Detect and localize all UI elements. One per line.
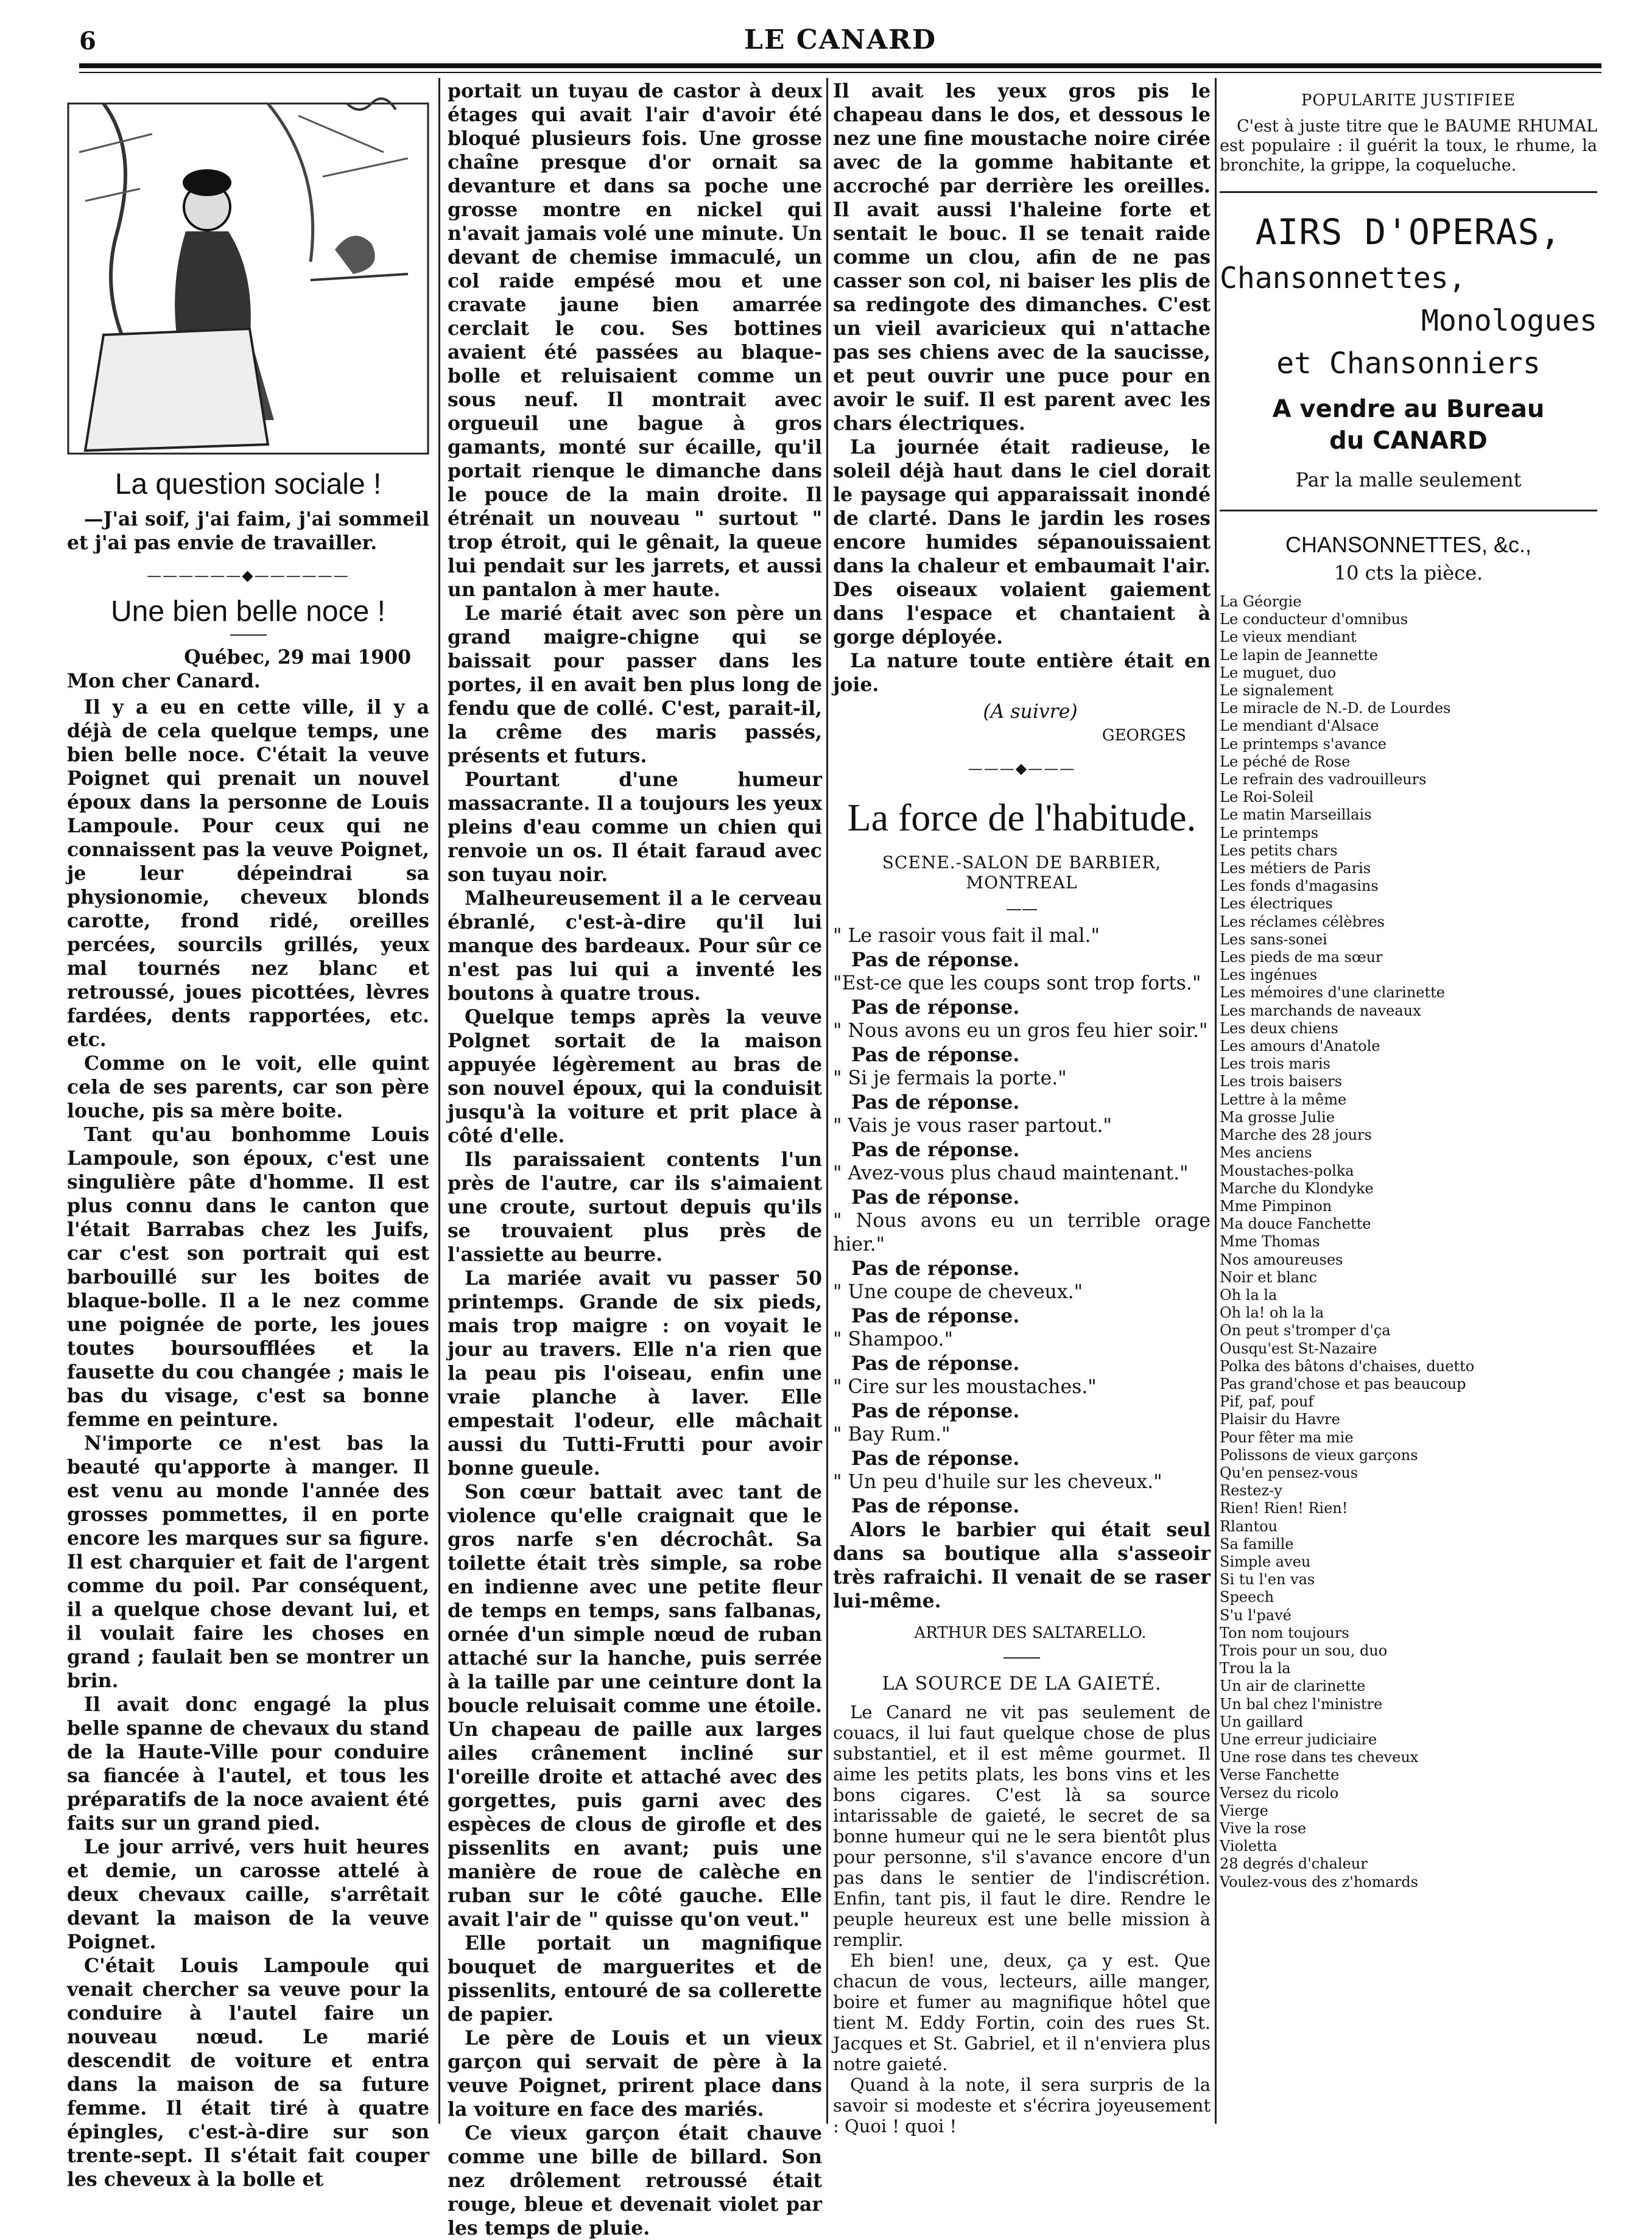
song-list-item: Simple aveu xyxy=(1220,1553,1311,1570)
song-list-item: Les électriques xyxy=(1220,895,1333,913)
song-list-item: Lettre à la même xyxy=(1220,1090,1347,1108)
ad-line: Chansonnettes, xyxy=(1220,261,1466,295)
dialogue-question: " Shampoo." xyxy=(833,1329,954,1350)
dialogue-question: " Le rasoir vous fait il mal." xyxy=(833,925,1100,947)
cartoon-illustration xyxy=(67,79,429,457)
header-rule-thick xyxy=(79,63,1601,68)
article-paragraph: La mariée avait vu passer 50 printemps. Grande de six pieds, mais trop maigre : on voyait le jour au travers. Elle n'a rien que la peau pis l'oiseau, enfin une vraie planche à laver. Elle empestait l'odeur, elle mâchait aussi du Tutti-Frutti pour avoir bonne gueule. xyxy=(448,1267,822,1480)
song-list-item: Ton nom toujours xyxy=(1220,1624,1349,1641)
song-list-item: Les fonds d'magasins xyxy=(1220,877,1379,895)
song-list-item: On peut s'tromper d'ça xyxy=(1220,1322,1391,1339)
column-divider-3 xyxy=(1215,78,1217,2124)
dialogue-question: " Un peu d'huile sur les cheveux." xyxy=(833,1471,1162,1493)
song-list-item: Qu'en pensez-vous xyxy=(1220,1464,1359,1481)
salutation: Mon cher Canard. xyxy=(67,670,261,692)
song-list-item: Les deux chiens xyxy=(1220,1019,1338,1037)
song-list-item: 28 degrés d'chaleur xyxy=(1220,1855,1368,1873)
dialogue-question: " Nous avons eu un terrible orage hier." xyxy=(833,1210,1211,1255)
dialogue-reply: Pas de réponse. xyxy=(851,1400,1020,1422)
song-list-item: Les petits chars xyxy=(1220,841,1338,859)
song-list-item: Le Roi-Soleil xyxy=(1220,788,1314,806)
song-list-item: Rlantou xyxy=(1220,1517,1278,1535)
song-list xyxy=(1220,593,1597,1891)
song-list-item: Marche des 28 jours xyxy=(1220,1126,1372,1144)
song-list-item: S'u l'pavé xyxy=(1220,1606,1292,1624)
headline-source-gaiete: LA SOURCE DE LA GAIETÉ. xyxy=(882,1673,1162,1694)
song-list-item: Mes anciens xyxy=(1220,1144,1312,1162)
ad-baume-text: C'est à juste titre que le BAUME RHUMAL est populaire : il guérit la toux, le rhume, la bronchite, la grippe, la coqueluche. xyxy=(1220,117,1597,175)
headline-belle-noce: Une bien belle noce ! xyxy=(111,595,385,628)
article-paragraph: Son cœur battait avec tant de violence qu'elle craignait que le gros narfe s'en décrochât. Sa toilette était très simple, sa robe en indienne avec une petite fleur de temps en temps, sans falbanas, ornée d'un simple nœud de ruban attaché sur la hanche, puis serrée à la taille par une ceinture dont la boucle reluisait comme une étoile. Un chapeau de paille aux larges ailes crânement incliné sur l'oreille droite et attaché avec des gorgettes, puis garni avec des espèces de clous de girofle et des pissenlits en avant; puis une manière de roue de calèche en ruban sur le côté gauche. Elle avait l'air de " quisse qu'on veut." xyxy=(448,1481,822,1931)
article-paragraph: Le marié était avec son père un grand maigre-chigne qui se baissait pour passer dans les portes, il en avait ben plus long de fendu que de collé. C'est, parait-il, la crême des maris passés, présents et futurs. xyxy=(448,602,822,767)
column-1 xyxy=(67,79,429,2191)
column-divider-1 xyxy=(438,78,440,2124)
cartoon-caption: —J'ai soif, j'ai faim, j'ai sommeil et j'ai pas envie de travailler. xyxy=(67,508,429,554)
song-list-item: Moustaches-polka xyxy=(1220,1162,1354,1179)
song-list-item: Le vieux mendiant xyxy=(1220,628,1357,646)
song-list-item: Le refrain des vadrouilleurs xyxy=(1220,771,1427,788)
dialogue-question: " Vais je vous raser partout." xyxy=(833,1115,1112,1137)
song-list-item: Verse Fanchette xyxy=(1220,1766,1340,1784)
separator-ornament: ———◆——— xyxy=(968,760,1076,777)
song-list-item: Versez du ricolo xyxy=(1220,1784,1339,1802)
song-list-item: Le signalement xyxy=(1220,682,1334,700)
column-2 xyxy=(448,79,822,2240)
article-paragraph: Le jour arrivé, vers huit heures et demie, un carosse attelé à deux chevaux caille, s'arrêtait devant la maison de la veuve Poignet. xyxy=(67,1836,429,1953)
dialogue-closing: Alors le barbier qui était seul dans sa boutique alla s'asseoir très rafraichi. Il venait de se raser lui-même. xyxy=(833,1518,1211,1612)
song-list-item: Un air de clarinette xyxy=(1220,1677,1366,1695)
song-list-item: Le lapin de Jeannette xyxy=(1220,646,1378,664)
dialogue-reply: Pas de réponse. xyxy=(851,1352,1020,1375)
source-gaiete-article xyxy=(833,1702,1211,2136)
song-list-item: Noir et blanc xyxy=(1220,1268,1317,1286)
article-paragraph: portait un tuyau de castor à deux étages qui avait l'air d'avoir été bloqué plusieurs fois. Une grosse chaîne presque d'or ornait sa devanture et dans sa poche une grosse montre en nickel qui n'avait jamais volé une minute. Un devant de chemise immaculé, un col raide empésé mou et une cravate jaune bien amarrée cerclait le cou. Ses bottines avaient été passées au blaque-bolle et reluisaient comme un sous neuf. Il montrait avec orgueuil une bague à gros gamants, monté sur écaille, qu'il portait rienque le dimanche dans le pouce de la main droite. Il étrénait un nouveau " surtout " trop étroit, qui le gênait, la queue lui pendait sur les jarrets, et aussi un pantalon à mer haute. xyxy=(448,80,822,601)
article-paragraph: Ils paraissaient contents l'un près de l'autre, car ils s'aimaient une croute, surtout depuis qu'ils se trouvaient plus près de l'assiette au beurre. xyxy=(448,1148,822,1266)
dialogue-question: " Si je fermais la porte." xyxy=(833,1067,1067,1089)
song-list-item: Les trois baisers xyxy=(1220,1073,1342,1090)
song-list-item: Sa famille xyxy=(1220,1535,1294,1553)
song-list-item: Le matin Marseillais xyxy=(1220,806,1372,824)
dialogue-reply: Pas de réponse. xyxy=(851,1091,1020,1114)
article-paragraph: Pourtant d'une humeur massacrante. Il a toujours les yeux pleins d'eau comme un chien qui renvoie un os. Il était faraud avec son tuyau noir. xyxy=(448,768,822,886)
scene-line: SCENE.-SALON DE BARBIER, MONTREAL xyxy=(882,852,1162,893)
song-list-item: Trois pour un sou, duo xyxy=(1220,1641,1388,1659)
ad-line: du CANARD xyxy=(1329,427,1488,455)
song-list-item: Le printemps s'avance xyxy=(1220,735,1387,753)
song-list-item: Rien! Rien! Rien! xyxy=(1220,1500,1348,1517)
song-list-item: Vierge xyxy=(1220,1802,1268,1819)
dialogue-reply: Pas de réponse. xyxy=(851,949,1020,971)
column-4 xyxy=(1220,79,1597,1891)
dialogue-reply: Pas de réponse. xyxy=(851,1495,1020,1517)
song-list-item: Les métiers de Paris xyxy=(1220,860,1371,877)
dialogue-reply: Pas de réponse. xyxy=(851,1447,1020,1470)
song-list-item: Les trois maris xyxy=(1220,1055,1330,1073)
song-list-item: Le muguet, duo xyxy=(1220,664,1337,681)
song-list-item: Les pieds de ma sœur xyxy=(1220,949,1383,966)
song-list-item: Les mémoires d'une clarinette xyxy=(1220,984,1445,1002)
dialogue-question: " Cire sur les moustaches." xyxy=(833,1376,1097,1398)
ad-line: Par la malle seulement xyxy=(1295,468,1522,491)
song-list-item: Violetta xyxy=(1220,1838,1278,1855)
song-list-item: Ma grosse Julie xyxy=(1220,1108,1335,1126)
song-list-item: Mme Pimpinon xyxy=(1220,1197,1332,1215)
song-list-item: Mme Thomas xyxy=(1220,1233,1320,1251)
dateline: Québec, 29 mai 1900 xyxy=(184,646,411,669)
song-list-item: Voulez-vous des z'homards xyxy=(1220,1873,1418,1891)
dialogue-reply: Pas de réponse. xyxy=(851,1305,1020,1327)
song-list-item: Polka des bâtons d'chaises, duetto xyxy=(1220,1357,1475,1375)
song-list-item: Les réclames célèbres xyxy=(1220,913,1385,930)
article-paragraph: C'était Louis Lampoule qui venait chercher sa veuve pour la conduire à l'autel faire un nouveau nœud. Le marié descendit de voiture et entra dans la maison de sa future femme. Il était tiré à quatre épingles, c'est-à-dire sur son trente-sept. Il s'était fait couper les cheveux à la bolle et xyxy=(67,1954,429,2191)
article-paragraph: Ce vieux garçon était chauve comme une bille de billard. Son nez drôlement retroussé était rouge, bleue et devenait violet par les temps de pluie. xyxy=(448,2122,822,2239)
song-list-item: Ma douce Fanchette xyxy=(1220,1215,1371,1233)
song-list-title: CHANSONNETTES, &c., xyxy=(1285,532,1532,557)
song-list-item: Les amours d'Anatole xyxy=(1220,1037,1380,1055)
song-list-item: Marche du Klondyke xyxy=(1220,1179,1374,1197)
header-rule-thin xyxy=(79,72,1601,73)
dialogue-question: " Nous avons eu un gros feu hier soir." xyxy=(833,1020,1208,1042)
song-list-item: Pas grand'chose et pas beaucoup xyxy=(1220,1375,1466,1392)
song-list-item: Speech xyxy=(1220,1589,1274,1606)
to-be-continued: (A suivre) xyxy=(983,701,1078,723)
dialogue-question: " Avez-vous plus chaud maintenant." xyxy=(833,1162,1189,1184)
article-paragraph: Quand à la note, il sera surpris de la savoir si modeste et s'écrira joyeusement : Quoi ! quoi ! xyxy=(833,2074,1211,2136)
ad-line: AIRS D'OPERAS, xyxy=(1255,211,1562,253)
song-list-item: Une rose dans tes cheveux xyxy=(1220,1749,1419,1766)
dialogue-block xyxy=(833,924,1211,1518)
song-list-price: 10 cts la pièce. xyxy=(1334,561,1483,585)
song-list-item: Le conducteur d'omnibus xyxy=(1220,611,1408,628)
article-paragraph: Il avait donc engagé la plus belle spanne de chevaux du stand de la Haute-Ville pour conduire sa fiancée à l'autel, et tous les préparatifs de la noce avaient été faits sur un grand pied. xyxy=(67,1693,429,1834)
separator-ornament: ——————◆—————— xyxy=(147,567,350,584)
column-3 xyxy=(833,79,1211,2136)
masthead-title: LE CANARD xyxy=(743,24,937,55)
page-header xyxy=(79,18,1601,61)
page-number: 6 xyxy=(79,27,96,55)
song-list-item: Ousqu'est St-Nazaire xyxy=(1220,1339,1377,1357)
song-list-item: Plaisir du Havre xyxy=(1220,1411,1340,1428)
signature-georges: GEORGES xyxy=(1102,726,1186,745)
ad-divider xyxy=(1220,510,1597,511)
tramp-sketch-icon xyxy=(67,79,429,457)
song-list-item: Le printemps xyxy=(1220,824,1319,841)
ad-divider xyxy=(1220,191,1597,193)
dash-rule xyxy=(230,634,267,636)
ad-airs-operas xyxy=(1220,211,1597,491)
dialogue-question: "Est-ce que les coups sont trop forts." xyxy=(833,972,1201,994)
article-paragraph: Eh bien! une, deux, ça y est. Que chacun de vous, lecteurs, aille manger, boire et fumer au magnifique hôtel que tient M. Eddy Fortin, coin des rues St. Jacques et St. Gabriel, et il n'enviera plus notre gaieté. xyxy=(833,1950,1211,2074)
dialogue-reply: Pas de réponse. xyxy=(851,1139,1020,1161)
article-paragraph: La journée était radieuse, le soleil déjà haut dans le ciel dorait le paysage qui apparaissait inondé de clarté. Dans le jardin les roses encore humides sépanouissaient dans la chaleur et embaumait l'air. Des oiseaux volaient gaiement dans l'espace et chantaient à gorge déployée. xyxy=(833,436,1211,648)
song-list-item: Trou la la xyxy=(1220,1660,1291,1677)
headline-force-habitude: La force de l'habitude. xyxy=(847,796,1197,839)
article-paragraph: Il y a eu en cette ville, il y a déjà de cela quelque temps, une bien belle noce. C'était la veuve Poignet qui prenait un nouvel époux dans la personne de Louis Lampoule. Pour ceux qui ne connaissent pas la veuve Poignet, je leur dépeindrai sa physionomie, cheveux blonds carotte, frond ridé, oreilles percées, sourcils grillés, yeux mal tournés nez blanc et retroussé, joues picottées, lèvres fardées, dents rapportées, etc. etc. xyxy=(67,696,429,1051)
song-list-item: Un gaillard xyxy=(1220,1713,1304,1730)
article-paragraph: Le père de Louis et un vieux garçon qui servait de père à la veuve Poignet, prirent place dans la voiture en face des mariés. xyxy=(448,2027,822,2121)
song-list-item: Le mendiant d'Alsace xyxy=(1220,717,1379,735)
dialogue-reply: Pas de réponse. xyxy=(851,1044,1020,1066)
ad-line: et Chansonniers xyxy=(1276,346,1541,381)
article-paragraph: Il avait les yeux gros pis le chapeau dans le dos, et dessous le nez une fine moustache noire cirée avec de la gomme habitante et accroché par derrière les oreilles. Il avait aussi l'haleine forte et sentait le bouc. Il se tenait raide comme un clou, afin de ne pas casser son col, ni baiser les plis de sa redingote des dimanches. C'est un vieil avaricieux qui n'attache pas ses chiens avec de la saucisse, et peut ouvrir une puce pour en avoir le suif. Il est parent avec les chars électriques. xyxy=(833,80,1211,435)
article-paragraph: Malheureusement il a le cerveau ébranlé, c'est-à-dire qu'il lui manque des bardeaux. Pour sûr ce n'est pas lui qui a inventé les boutons à quatre trous. xyxy=(448,887,822,1005)
article-paragraph: Elle portait un magnifique bouquet de marguerites et de pissenlits, entouré de sa collerette de papier. xyxy=(448,1932,822,2026)
dash-rule xyxy=(1004,1657,1040,1659)
song-list-item: Un bal chez l'ministre xyxy=(1220,1695,1383,1713)
song-list-item: Une erreur judiciaire xyxy=(1220,1731,1377,1748)
column-divider-2 xyxy=(826,78,828,2124)
article-paragraph: La nature toute entière était en joie. xyxy=(833,650,1211,696)
dialogue-reply: Pas de réponse. xyxy=(851,1257,1020,1280)
song-list-item: La Géorgie xyxy=(1220,593,1302,610)
song-list-item: Pif, paf, pouf xyxy=(1220,1393,1314,1411)
ad-line: Monologues xyxy=(1421,304,1597,338)
article-paragraph: Comme on le voit, elle quint cela de ses parents, car son père louche, pis sa mère boite. xyxy=(67,1052,429,1122)
article-paragraph: N'importe ce n'est bas la beauté qu'apporte à manger. Il est venu au monde l'année des grosses pommettes, il en porte encore les marques sur sa figure. Il est charquier et fait de l'argent comme du poil. Par conséquent, il a quelque chose devant lui, et il voulait faire les choses en grand ; faulait ben se montrer un brin. xyxy=(67,1432,429,1692)
dialogue-reply: Pas de réponse. xyxy=(851,996,1020,1019)
article-paragraph: Quelque temps après la veuve Polgnet sortait de la maison appuyée légèrement au bras de son nouvel époux, qui la conduisit jusqu'à la voiture et prit place à côté d'elle. xyxy=(448,1006,822,1147)
song-list-item: Si tu l'en vas xyxy=(1220,1571,1315,1589)
dialogue-question: " Une coupe de cheveux." xyxy=(833,1281,1083,1303)
song-list-item: Oh la! oh la la xyxy=(1220,1304,1324,1322)
song-list-item: Les ingénues xyxy=(1220,966,1318,984)
song-list-item: Pour fêter ma mie xyxy=(1220,1428,1354,1446)
song-list-item: Le péché de Rose xyxy=(1220,753,1351,770)
song-list-item: Vive la rose xyxy=(1220,1820,1307,1838)
ad-line: A vendre au Bureau xyxy=(1272,395,1545,423)
article-paragraph: Le Canard ne vit pas seulement de couacs, il lui faut quelque chose de plus substantiel, et il est même gourmet. Il aime les petits plats, les bons vins et les bons cigares. C'est là sa source intarissable de gaieté, le secret de sa bonne humeur qui ne le sera bientôt plus pour personne, s'il s'avance encore d'un pas dans le sentier de l'indiscrétion. Enfin, tant pis, il faut le dire. Rendre le peuple heureux est une belle mission à remplir. xyxy=(833,1702,1211,1950)
dialogue-question: " Bay Rum." xyxy=(833,1424,951,1445)
headline-question-sociale: La question sociale ! xyxy=(114,468,382,500)
song-list-item: Les marchands de naveaux xyxy=(1220,1002,1421,1019)
song-list-item: Le miracle de N.-D. de Lourdes xyxy=(1220,700,1451,717)
song-list-item: Polissons de vieux garçons xyxy=(1220,1446,1418,1464)
author-saltarello: ARTHUR DES SALTARELLO. xyxy=(914,1624,1147,1642)
ad-baume-title: POPULARITE JUSTIFIEE xyxy=(1301,91,1516,110)
article-paragraph: Tant qu'au bonhomme Louis Lampoule, son époux, c'est une singulière pâte d'homme. Il est plus connu dans le canton que l'était Barrabas chez les Juifs, car c'est son portrait qui est barbouillé sur les boites de blaque-bolle. Il a le nez comme une poignée de porte, les joues toutes boursoufflées et la fausette du cou changée ; mais le bas du visage, c'est sa bonne femme en peinture. xyxy=(67,1123,429,1431)
song-list-item: Oh la la xyxy=(1220,1286,1278,1304)
song-list-item: Nos amoureuses xyxy=(1220,1251,1343,1268)
dialogue-reply: Pas de réponse. xyxy=(851,1186,1020,1209)
song-list-item: Les sans-sonei xyxy=(1220,930,1327,948)
scene-dash: —— xyxy=(1006,900,1038,918)
song-list-item: Restez-y xyxy=(1220,1482,1282,1500)
